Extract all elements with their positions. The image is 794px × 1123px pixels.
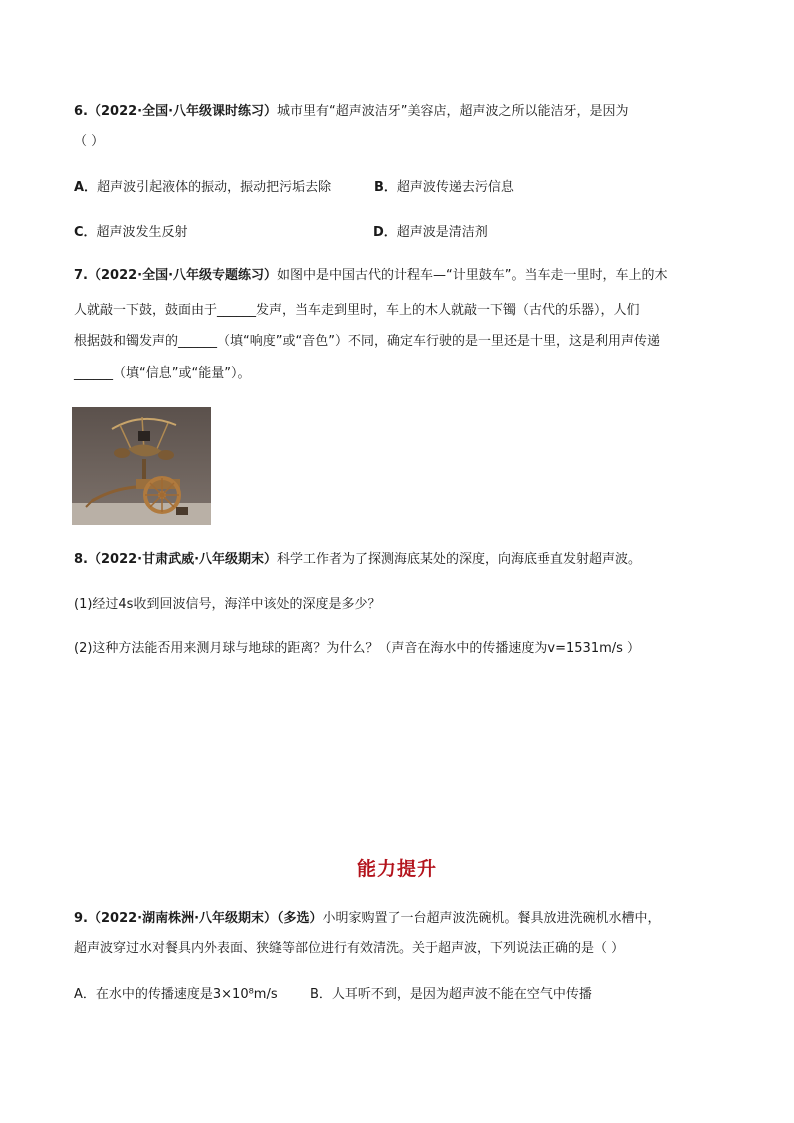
q9-stem-line1	[74, 911, 661, 927]
section-title: 能力提升	[356, 858, 437, 880]
q9-option-b: B．人耳听不到，是因为超声波不能在空气中传播	[310, 987, 592, 1002]
q8-source: （2022·甘肃武威·八年级期末）	[87, 552, 278, 567]
q6-answer-paren: （ ）	[74, 134, 105, 149]
q9-option-a: A．在水中的传播速度是3×10⁸m/s	[74, 987, 278, 1002]
q6-option-b-letter: B．	[374, 180, 397, 195]
q7-number: 7.	[74, 268, 88, 283]
q6-number: 6.	[74, 104, 88, 119]
q9-source: （2022·湖南株洲·八年级期末）（多选）	[87, 911, 323, 926]
q8-text: 科学工作者为了探测海底某处的深度，向海底垂直发射超声波。	[277, 552, 642, 567]
q9-stem-line2: 超声波穿过水对餐具内外表面、狭缝等部位进行有效清洗。关于超声波，下列说法正确的是（ ）	[74, 941, 625, 956]
q8-sub2: (2)这种方法能否用来测月球与地球的距离？为什么？（声音在海水中的传播速度为v=1531m/s ）	[74, 641, 641, 656]
q9-number: 9.	[74, 911, 88, 926]
q6-option-a-text: 超声波引起液体的振动，振动把污垢去除	[97, 180, 332, 195]
q7-stem-line3: 根据鼓和镯发声的______（填“响度”或“音色”）不同，确定车行驶的是一里还是十里，这是利用声传递	[74, 334, 660, 349]
q6-text: 城市里有“超声波洁牙”美容店，超声波之所以能洁牙，是因为	[277, 104, 629, 119]
q6-option-c-text: 超声波发生反射	[96, 225, 188, 240]
drum-cart-photo	[72, 407, 211, 525]
q6-option-b-text: 超声波传递去污信息	[396, 180, 514, 195]
q6-option-d-text: 超声波是清洁剂	[396, 225, 488, 240]
q6-option-d-letter: D．	[373, 225, 397, 240]
q6-source: （2022·全国·八年级课时练习）	[87, 104, 278, 119]
q9-text-1: 小明家购置了一台超声波洗碗机。餐具放进洗碗机水槽中，	[322, 911, 661, 926]
q6-option-a-letter: A．	[74, 180, 98, 195]
q7-text-1: 如图中是中国古代的计程车—“计里鼓车”。当车走一里时，车上的木	[277, 268, 668, 283]
q6-option-a	[74, 180, 331, 196]
q6-option-d	[373, 225, 488, 241]
drum-cart-illustration	[72, 407, 211, 525]
q7-stem-line1	[74, 268, 668, 284]
q6-option-c-letter: C．	[74, 225, 97, 240]
q8-number: 8.	[74, 552, 88, 567]
q6-stem-line1	[74, 104, 629, 120]
q7-source: （2022·全国·八年级专题练习）	[87, 268, 278, 283]
q8-stem	[74, 552, 641, 568]
q6-option-c	[74, 225, 188, 241]
q7-stem-line4: ______（填“信息”或“能量”）。	[74, 366, 251, 381]
q7-stem-line2: 人就敲一下鼓，鼓面由于______发声，当车走到里时，车上的木人就敲一下镯（古代的乐器），人们	[74, 303, 640, 318]
q8-sub1: (1)经过4s收到回波信号，海洋中该处的深度是多少？	[74, 597, 381, 612]
q6-option-b	[374, 180, 514, 196]
